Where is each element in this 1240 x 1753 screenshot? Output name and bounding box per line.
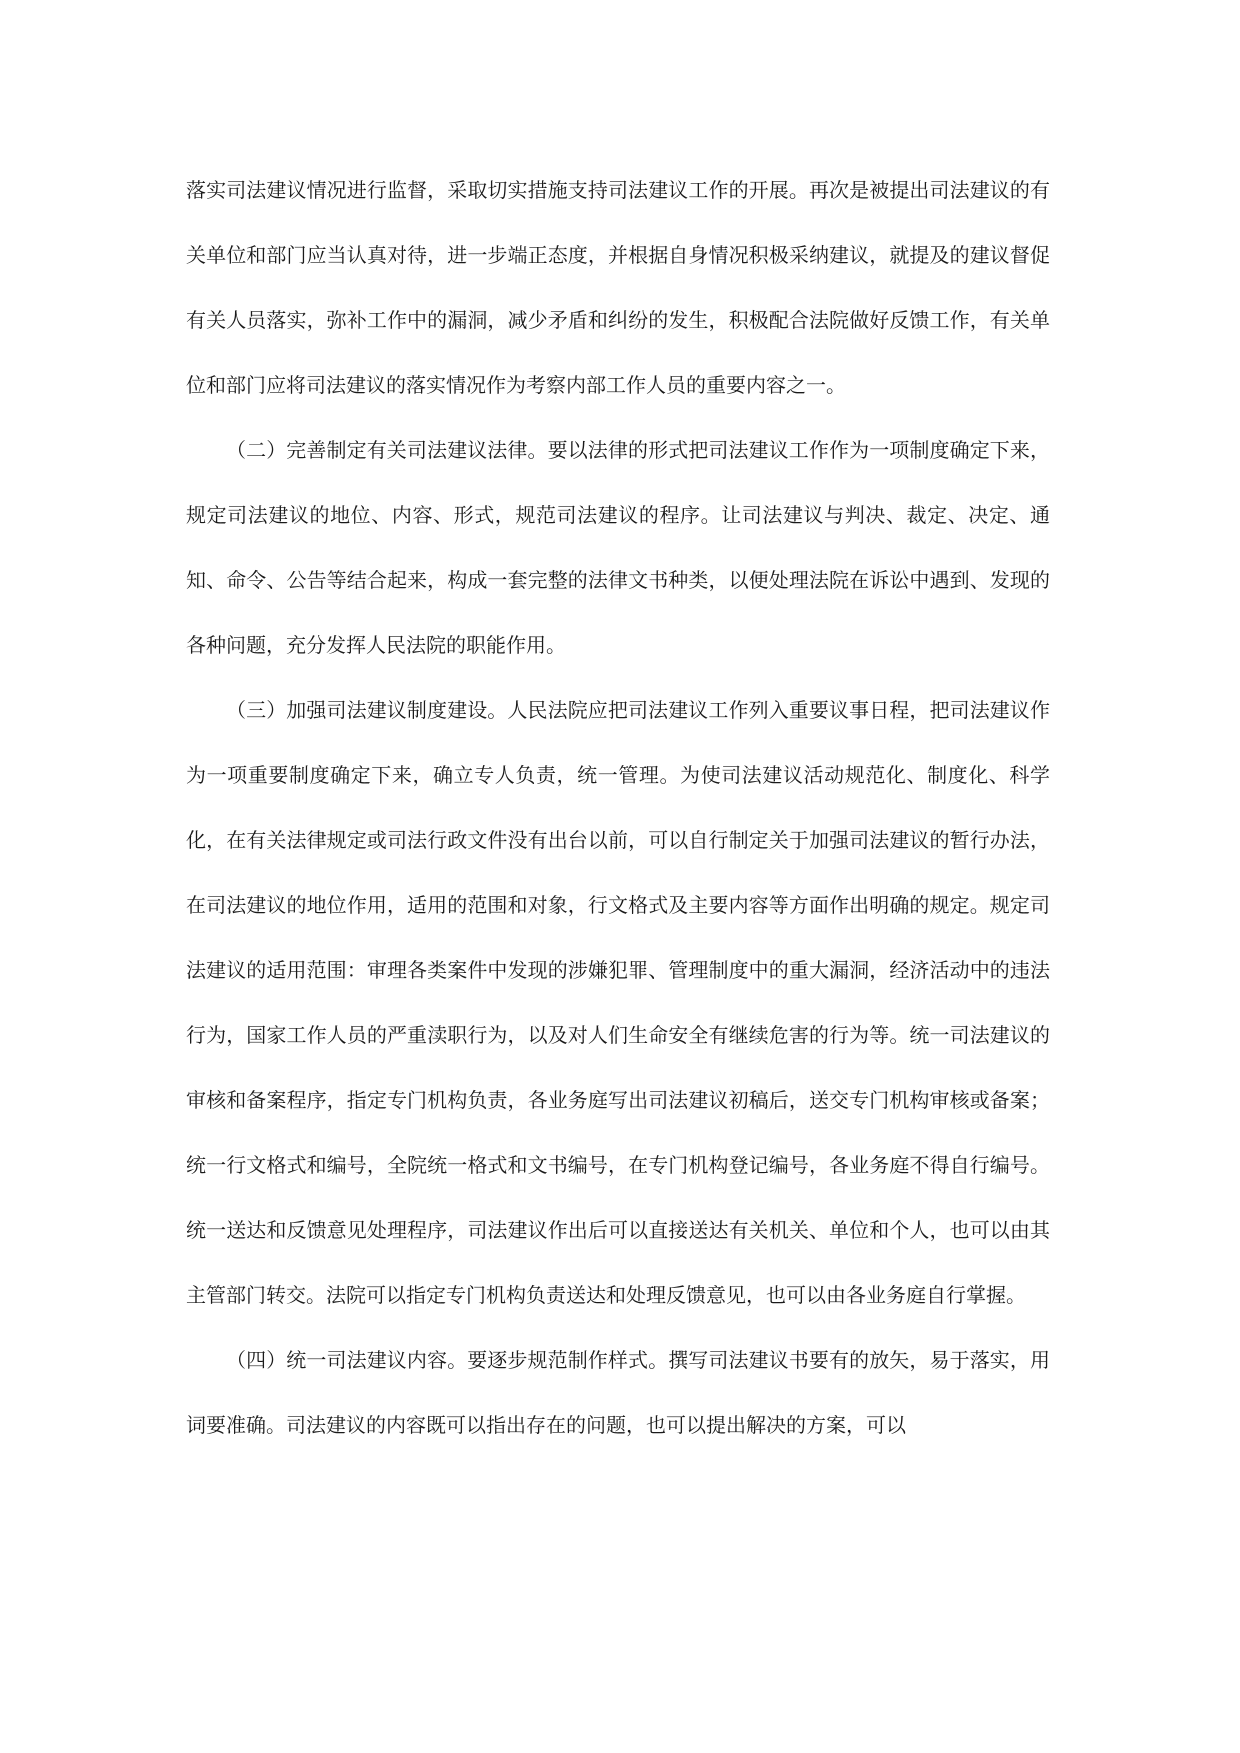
- paragraph-section-2: （二）完善制定有关司法建议法律。要以法律的形式把司法建议工作作为一项制度确定下来，规定司法建议的地位、内容、形式，规范司法建议的程序。让司法建议与判决、裁定、决定、通知、命令、公告等结合起来，构成一套完整的法律文书种类，以便处理法院在诉讼中遇到、发现的各种问题，充分发挥人民法院的职能作用。: [186, 438, 1050, 657]
- paragraph-section-3: （三）加强司法建议制度建设。人民法院应把司法建议工作列入重要议事日程，把司法建议作为一项重要制度确定下来，确立专人负责，统一管理。为使司法建议活动规范化、制度化、科学化，在有关法律规定或司法行政文件没有出台以前，可以自行制定关于加强司法建议的暂行办法，在司法建议的地位作用，适用的范围和对象，行文格式及主要内容等方面作出明确的规定。规定司法建议的适用范围：审理各类案件中发现的涉嫌犯罪、管理制度中的重大漏洞，经济活动中的违法行为，国家工作人员的严重渎职行为，以及对人们生命安全有继续危害的行为等。统一司法建议的审核和备案程序，指定专门机构负责，各业务庭写出司法建议初稿后，送交专门机构审核或备案；统一行文格式和编号，全院统一格式和文书编号，在专门机构登记编号，各业务庭不得自行编号。统一送达和反馈意见处理程序，司法建议作出后可以直接送达有关机关、单位和个人，也可以由其主管部门转交。法院可以指定专门机构负责送达和处理反馈意见，也可以由各业务庭自行掌握。: [186, 698, 1050, 1307]
- document-body: [186, 158, 1050, 1458]
- paragraph-continuation: 落实司法建议情况进行监督，采取切实措施支持司法建议工作的开展。再次是被提出司法建议的有关单位和部门应当认真对待，进一步端正态度，并根据自身情况积极采纳建议，就提及的建议督促有关人员落实，弥补工作中的漏洞，减少矛盾和纠纷的发生，积极配合法院做好反馈工作，有关单位和部门应将司法建议的落实情况作为考察内部工作人员的重要内容之一。: [186, 178, 1050, 397]
- paragraph-section-4: （四）统一司法建议内容。要逐步规范制作样式。撰写司法建议书要有的放矢，易于落实，用词要准确。司法建议的内容既可以指出存在的问题，也可以提出解决的方案，可以: [186, 1348, 1050, 1437]
